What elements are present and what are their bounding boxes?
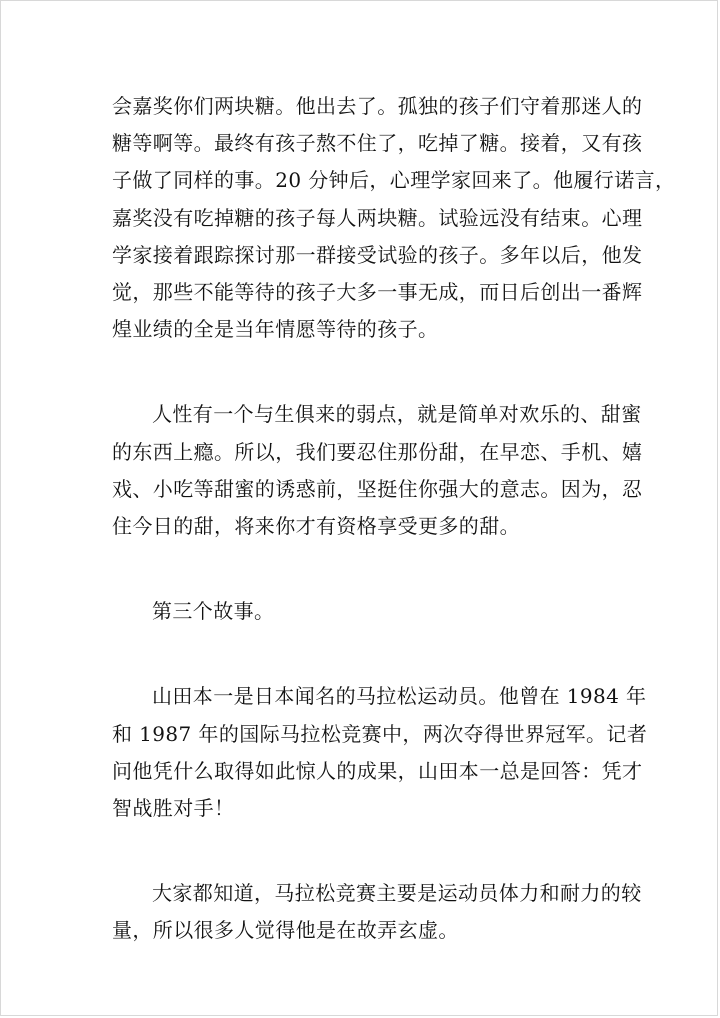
text-line: 嘉奖没有吃掉糖的孩子每人两块糖。试验远没有结束。心理 bbox=[112, 205, 643, 230]
text-line: 觉，那些不能等待的孩子大多一事无成，而日后创出一番辉 bbox=[112, 280, 643, 305]
text-line: 会嘉奖你们两块糖。他出去了。孤独的孩子们守着那迷人的 bbox=[112, 94, 643, 118]
text-line: 大家都知道，马拉松竞赛主要是运动员体力和耐力的较 bbox=[152, 881, 642, 906]
text-line: 子做了同样的事。20 分钟后，心理学家回来了。他履行诺言， bbox=[112, 168, 676, 193]
text-line: 量，所以很多人觉得他是在故弄玄虚。 bbox=[112, 918, 459, 943]
text-line: 学家接着跟踪探讨那一群接受试验的孩子。多年以后，他发 bbox=[112, 242, 643, 267]
text-line: 糖等啊等。最终有孩子熬不住了，吃掉了糖。接着，又有孩 bbox=[112, 131, 643, 156]
text-line: 智战胜对手！ bbox=[112, 796, 235, 821]
paragraph-yamada bbox=[112, 678, 648, 827]
text-line: 戏、小吃等甜蜜的诱惑前，坚挺住你强大的意志。因为，忍 bbox=[112, 476, 643, 501]
text-line: 问他凭什么取得如此惊人的成果，山田本一总是回答：凭才 bbox=[112, 758, 643, 783]
paragraph-third-story-heading bbox=[112, 593, 612, 630]
paragraph-candy-experiment bbox=[112, 88, 676, 348]
document-body bbox=[112, 88, 676, 950]
text-line: 和 1987 年的国际马拉松竞赛中，两次夺得世界冠军。记者 bbox=[112, 721, 648, 746]
text-line: 的东西上瘾。所以，我们要忍住那份甜，在早恋、手机、嬉 bbox=[112, 439, 643, 464]
text-line: 第三个故事。 bbox=[152, 599, 275, 624]
text-line: 住今日的甜，将来你才有资格享受更多的甜。 bbox=[112, 514, 520, 539]
text-line: 山田本一是日本闻名的马拉松运动员。他曾在 1984 年 bbox=[152, 684, 647, 709]
paragraph-marathon bbox=[112, 875, 642, 949]
text-line: 煌业绩的全是当年情愿等待的孩子。 bbox=[112, 317, 439, 342]
text-line: 人性有一个与生俱来的弱点，就是简单对欢乐的、甜蜜 bbox=[152, 402, 642, 427]
paragraph-human-nature bbox=[112, 396, 643, 545]
